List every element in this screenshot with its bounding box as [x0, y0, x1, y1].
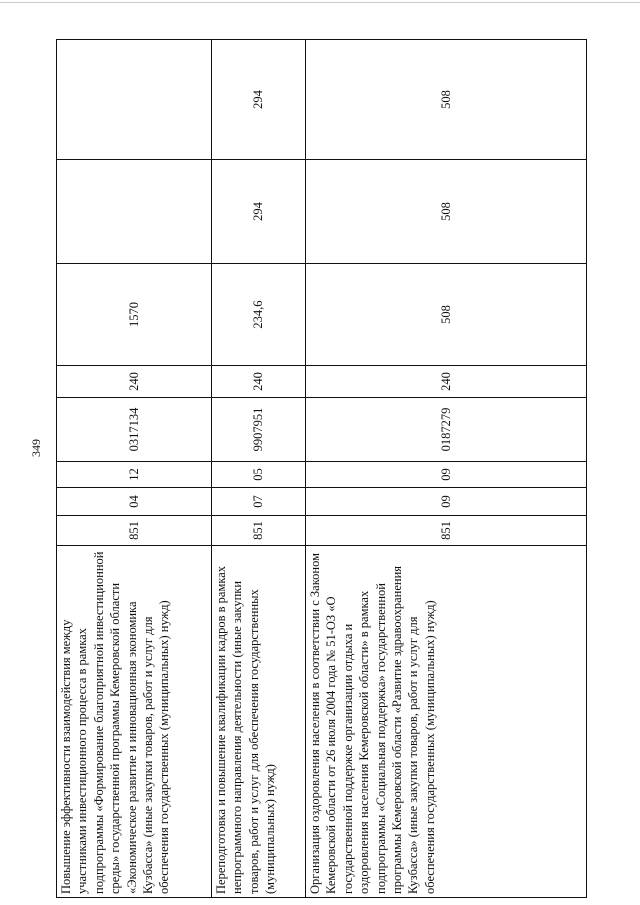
amount-2014: 508 — [306, 264, 587, 366]
top-rule — [0, 2, 640, 3]
amount-2016: 508 — [306, 40, 587, 160]
section-code: 07 — [212, 488, 306, 516]
row-description: Организация оздоровления населения в соответствии с Законом Кемеровской области от 26 июля 2004 года № 51-ОЗ «О государственной поддержке организации отдыха и оздоровления населения Кемеровской области» в рамках подпрограммы «Социальная поддержка» государственной программы Кемеровской области «Развитие здравоохранения Кузбасса» (иные закупки товаров, работ и услуг для обеспечения государственных (муниципальных) нужд) — [306, 546, 587, 898]
amount-2016 — [57, 40, 212, 160]
table-row — [306, 40, 587, 898]
expense-type-code: 240 — [212, 366, 306, 398]
amount-2014: 234,6 — [212, 264, 306, 366]
table-row — [212, 40, 306, 898]
amount-2014: 1570 — [57, 264, 212, 366]
row-description: Переподготовка и повышение квалификации кадров в рамках непрограммного направления деятельности (иные закупки товаров, работ и услуг для обеспечения государственных (муниципальных) нужд) — [212, 546, 306, 898]
budget-table-container — [56, 40, 586, 898]
target-article-code: 0187279 — [306, 398, 587, 462]
subsection-code: 09 — [306, 462, 587, 488]
expense-type-code: 240 — [306, 366, 587, 398]
rotated-table-frame — [56, 40, 586, 898]
amount-2015 — [57, 160, 212, 264]
amount-2015: 508 — [306, 160, 587, 264]
ministry-code: 851 — [57, 516, 212, 546]
subsection-code: 05 — [212, 462, 306, 488]
table-row — [57, 40, 212, 898]
section-code: 04 — [57, 488, 212, 516]
amount-2015: 294 — [212, 160, 306, 264]
section-code: 09 — [306, 488, 587, 516]
budget-table — [56, 39, 587, 898]
expense-type-code: 240 — [57, 366, 212, 398]
page-number: 349 — [29, 439, 43, 457]
target-article-code: 0317134 — [57, 398, 212, 462]
ministry-code: 851 — [306, 516, 587, 546]
amount-2016: 294 — [212, 40, 306, 160]
subsection-code: 12 — [57, 462, 212, 488]
target-article-code: 9907951 — [212, 398, 306, 462]
row-description: Повышение эффективности взаимодействия между участниками инвестиционного процесса в рамках подпрограммы «Формирование благоприятной инвестиционной среды» государственной программы Кемеровской области «Экономическое развитие и инновационная экономика Кузбасса» (иные закупки товаров, работ и услуг для обеспечения государственных (муниципальных) нужд) — [57, 546, 212, 898]
ministry-code: 851 — [212, 516, 306, 546]
